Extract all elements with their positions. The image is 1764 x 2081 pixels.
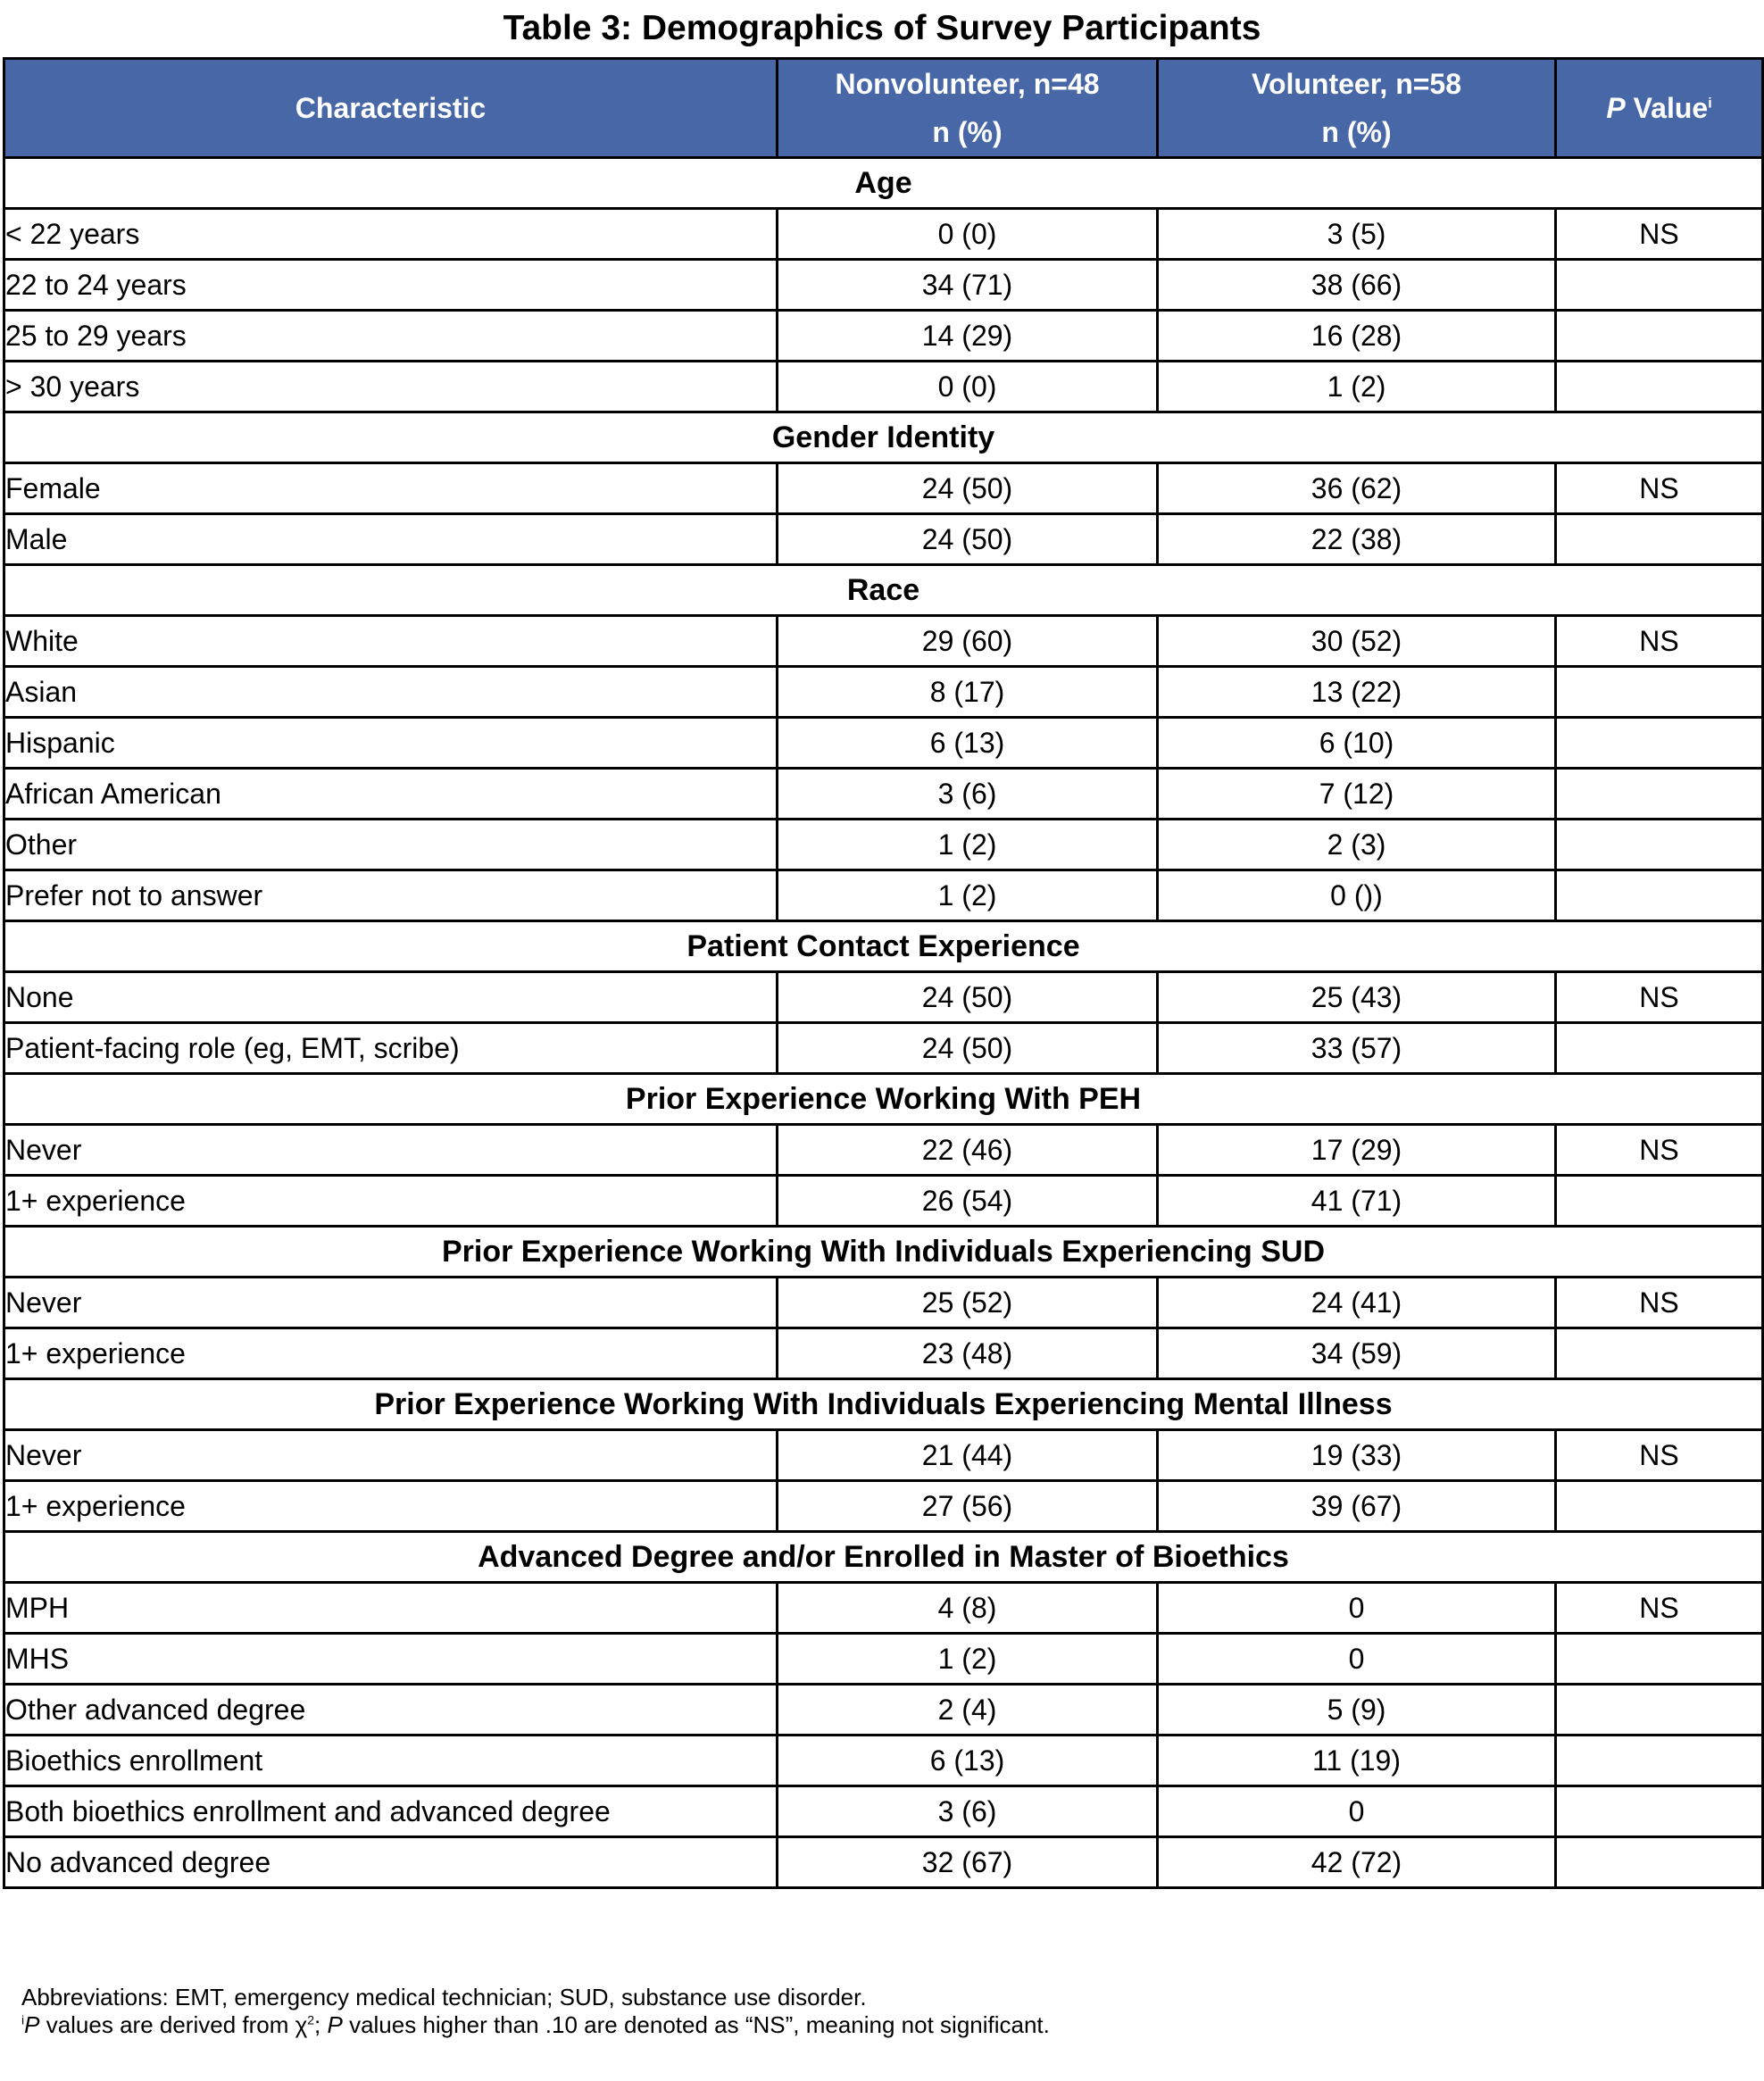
volunteer-cell: 0 <box>1158 1786 1556 1837</box>
volunteer-cell: 7 (12) <box>1158 769 1556 820</box>
row-label: Never <box>4 1278 778 1328</box>
volunteer-cell: 36 (62) <box>1158 463 1556 514</box>
section-title: Prior Experience Working With Individuals Experiencing SUD <box>4 1227 1763 1278</box>
volunteer-cell: 30 (52) <box>1158 616 1556 667</box>
header-volunteer <box>1158 59 1556 158</box>
volunteer-cell: 17 (29) <box>1158 1125 1556 1176</box>
pvalue-cell: NS <box>1556 1430 1763 1481</box>
footnote-p-symbol: P <box>24 2011 40 2038</box>
pvalue-cell: NS <box>1556 463 1763 514</box>
volunteer-cell: 5 (9) <box>1158 1685 1556 1736</box>
row-label: Asian <box>4 667 778 718</box>
pvalue-cell <box>1556 1736 1763 1786</box>
section-title: Prior Experience Working With PEH <box>4 1074 1763 1125</box>
table-row <box>4 1786 1763 1837</box>
pvalue-cell <box>1556 1023 1763 1074</box>
header-pvalue <box>1556 59 1763 158</box>
row-label: 1+ experience <box>4 1176 778 1227</box>
header-pvalue-sup: i <box>1708 96 1712 112</box>
footnote-text-mid: values are derived from χ <box>39 2011 308 2038</box>
nonvolunteer-cell: 21 (44) <box>778 1430 1158 1481</box>
pvalue-cell <box>1556 769 1763 820</box>
table-row <box>4 260 1763 311</box>
nonvolunteer-cell: 26 (54) <box>778 1176 1158 1227</box>
row-label: Other advanced degree <box>4 1685 778 1736</box>
section-header-row <box>4 1074 1763 1125</box>
section-header-row <box>4 412 1763 463</box>
row-label: Both bioethics enrollment and advanced degree <box>4 1786 778 1837</box>
volunteer-cell: 34 (59) <box>1158 1328 1556 1379</box>
table-row <box>4 718 1763 769</box>
row-label: Bioethics enrollment <box>4 1736 778 1786</box>
volunteer-cell: 25 (43) <box>1158 972 1556 1023</box>
volunteer-cell: 42 (72) <box>1158 1837 1556 1888</box>
table-row <box>4 514 1763 565</box>
table-row <box>4 1634 1763 1685</box>
footnote-chi-exponent: 2 <box>307 2012 315 2027</box>
row-label: Male <box>4 514 778 565</box>
table-row <box>4 362 1763 412</box>
table-header <box>4 59 1763 158</box>
row-label: MHS <box>4 1634 778 1685</box>
pvalue-cell <box>1556 362 1763 412</box>
row-label: African American <box>4 769 778 820</box>
table-row <box>4 209 1763 260</box>
pvalue-cell <box>1556 1837 1763 1888</box>
section-header-row <box>4 1532 1763 1583</box>
section-title: Gender Identity <box>4 412 1763 463</box>
nonvolunteer-cell: 1 (2) <box>778 820 1158 870</box>
volunteer-cell: 24 (41) <box>1158 1278 1556 1328</box>
pvalue-cell: NS <box>1556 209 1763 260</box>
footnote-p-symbol: P <box>327 2011 343 2038</box>
nonvolunteer-cell: 24 (50) <box>778 514 1158 565</box>
header-nonvolunteer <box>778 59 1158 158</box>
section-header-row <box>4 158 1763 209</box>
table-row <box>4 1430 1763 1481</box>
row-label: 1+ experience <box>4 1328 778 1379</box>
table-row <box>4 1481 1763 1532</box>
pvalue-cell <box>1556 311 1763 362</box>
header-nonvolunteer-line2: n (%) <box>932 116 1003 148</box>
section-header-row <box>4 1227 1763 1278</box>
volunteer-cell: 0 <box>1158 1634 1556 1685</box>
header-pvalue-p: P <box>1606 92 1626 124</box>
table-row <box>4 1685 1763 1736</box>
nonvolunteer-cell: 24 (50) <box>778 972 1158 1023</box>
nonvolunteer-cell: 0 (0) <box>778 362 1158 412</box>
volunteer-cell: 0 ()) <box>1158 870 1556 921</box>
nonvolunteer-cell: 24 (50) <box>778 1023 1158 1074</box>
footnote-separator: ; <box>314 2011 328 2038</box>
volunteer-cell: 38 (66) <box>1158 260 1556 311</box>
pvalue-cell <box>1556 514 1763 565</box>
section-header-row <box>4 921 1763 972</box>
table-row <box>4 667 1763 718</box>
footnotes <box>21 1984 1050 2039</box>
header-characteristic-label: Characteristic <box>295 92 487 124</box>
table-row <box>4 870 1763 921</box>
table-row <box>4 1176 1763 1227</box>
table-row <box>4 1837 1763 1888</box>
section-title: Patient Contact Experience <box>4 921 1763 972</box>
footnote-marker: i <box>21 2012 25 2027</box>
volunteer-cell: 13 (22) <box>1158 667 1556 718</box>
table-row <box>4 1328 1763 1379</box>
volunteer-cell: 22 (38) <box>1158 514 1556 565</box>
footnote-pvalue-note <box>21 2011 1050 2039</box>
table-row <box>4 1125 1763 1176</box>
pvalue-cell <box>1556 870 1763 921</box>
section-header-row <box>4 565 1763 616</box>
section-title: Age <box>4 158 1763 209</box>
row-label: Other <box>4 820 778 870</box>
volunteer-cell: 2 (3) <box>1158 820 1556 870</box>
table-body <box>4 158 1763 1888</box>
volunteer-cell: 16 (28) <box>1158 311 1556 362</box>
header-characteristic <box>4 59 778 158</box>
pvalue-cell <box>1556 667 1763 718</box>
table-row <box>4 1023 1763 1074</box>
nonvolunteer-cell: 22 (46) <box>778 1125 1158 1176</box>
pvalue-cell <box>1556 1481 1763 1532</box>
nonvolunteer-cell: 6 (13) <box>778 1736 1158 1786</box>
pvalue-cell: NS <box>1556 1583 1763 1634</box>
header-volunteer-line2: n (%) <box>1321 116 1392 148</box>
nonvolunteer-cell: 3 (6) <box>778 1786 1158 1837</box>
row-label: > 30 years <box>4 362 778 412</box>
volunteer-cell: 1 (2) <box>1158 362 1556 412</box>
row-label: 1+ experience <box>4 1481 778 1532</box>
nonvolunteer-cell: 27 (56) <box>778 1481 1158 1532</box>
section-title: Prior Experience Working With Individuals Experiencing Mental Illness <box>4 1379 1763 1430</box>
nonvolunteer-cell: 0 (0) <box>778 209 1158 260</box>
pvalue-cell <box>1556 1786 1763 1837</box>
row-label: White <box>4 616 778 667</box>
table-row <box>4 463 1763 514</box>
nonvolunteer-cell: 1 (2) <box>778 1634 1158 1685</box>
nonvolunteer-cell: 34 (71) <box>778 260 1158 311</box>
header-volunteer-line1: Volunteer, n=58 <box>1251 68 1462 100</box>
section-title: Race <box>4 565 1763 616</box>
footnote-text-end: values higher than .10 are denoted as “NS”, meaning not significant. <box>342 2011 1050 2038</box>
pvalue-cell <box>1556 1176 1763 1227</box>
pvalue-cell <box>1556 260 1763 311</box>
volunteer-cell: 39 (67) <box>1158 1481 1556 1532</box>
row-label: Never <box>4 1125 778 1176</box>
row-label: None <box>4 972 778 1023</box>
header-row <box>4 59 1763 158</box>
nonvolunteer-cell: 25 (52) <box>778 1278 1158 1328</box>
row-label: No advanced degree <box>4 1837 778 1888</box>
pvalue-cell <box>1556 1685 1763 1736</box>
pvalue-cell <box>1556 1328 1763 1379</box>
pvalue-cell: NS <box>1556 1278 1763 1328</box>
pvalue-cell: NS <box>1556 616 1763 667</box>
pvalue-cell: NS <box>1556 972 1763 1023</box>
pvalue-cell: NS <box>1556 1125 1763 1176</box>
table-row <box>4 311 1763 362</box>
table-row <box>4 1278 1763 1328</box>
row-label: Female <box>4 463 778 514</box>
volunteer-cell: 33 (57) <box>1158 1023 1556 1074</box>
nonvolunteer-cell: 23 (48) <box>778 1328 1158 1379</box>
row-label: Patient-facing role (eg, EMT, scribe) <box>4 1023 778 1074</box>
nonvolunteer-cell: 14 (29) <box>778 311 1158 362</box>
nonvolunteer-cell: 29 (60) <box>778 616 1158 667</box>
volunteer-cell: 19 (33) <box>1158 1430 1556 1481</box>
nonvolunteer-cell: 8 (17) <box>778 667 1158 718</box>
volunteer-cell: 6 (10) <box>1158 718 1556 769</box>
row-label: Prefer not to answer <box>4 870 778 921</box>
row-label: Hispanic <box>4 718 778 769</box>
volunteer-cell: 41 (71) <box>1158 1176 1556 1227</box>
section-header-row <box>4 1379 1763 1430</box>
nonvolunteer-cell: 6 (13) <box>778 718 1158 769</box>
volunteer-cell: 3 (5) <box>1158 209 1556 260</box>
nonvolunteer-cell: 4 (8) <box>778 1583 1158 1634</box>
pvalue-cell <box>1556 718 1763 769</box>
header-nonvolunteer-line1: Nonvolunteer, n=48 <box>835 68 1100 100</box>
pvalue-cell <box>1556 1634 1763 1685</box>
header-pvalue-rest: Value <box>1625 92 1709 124</box>
row-label: 25 to 29 years <box>4 311 778 362</box>
footnote-abbreviations: Abbreviations: EMT, emergency medical technician; SUD, substance use disorder. <box>21 1984 867 2010</box>
row-label: < 22 years <box>4 209 778 260</box>
nonvolunteer-cell: 32 (67) <box>778 1837 1158 1888</box>
row-label: Never <box>4 1430 778 1481</box>
row-label: 22 to 24 years <box>4 260 778 311</box>
section-title: Advanced Degree and/or Enrolled in Master of Bioethics <box>4 1532 1763 1583</box>
nonvolunteer-cell: 1 (2) <box>778 870 1158 921</box>
table-title: Table 3: Demographics of Survey Participants <box>503 9 1261 47</box>
table-row <box>4 1736 1763 1786</box>
nonvolunteer-cell: 3 (6) <box>778 769 1158 820</box>
row-label: MPH <box>4 1583 778 1634</box>
table-row <box>4 972 1763 1023</box>
demographics-table <box>3 57 1764 1889</box>
nonvolunteer-cell: 24 (50) <box>778 463 1158 514</box>
table-row <box>4 616 1763 667</box>
table-row <box>4 820 1763 870</box>
table-row <box>4 769 1763 820</box>
volunteer-cell: 0 <box>1158 1583 1556 1634</box>
nonvolunteer-cell: 2 (4) <box>778 1685 1158 1736</box>
volunteer-cell: 11 (19) <box>1158 1736 1556 1786</box>
pvalue-cell <box>1556 820 1763 870</box>
table-row <box>4 1583 1763 1634</box>
